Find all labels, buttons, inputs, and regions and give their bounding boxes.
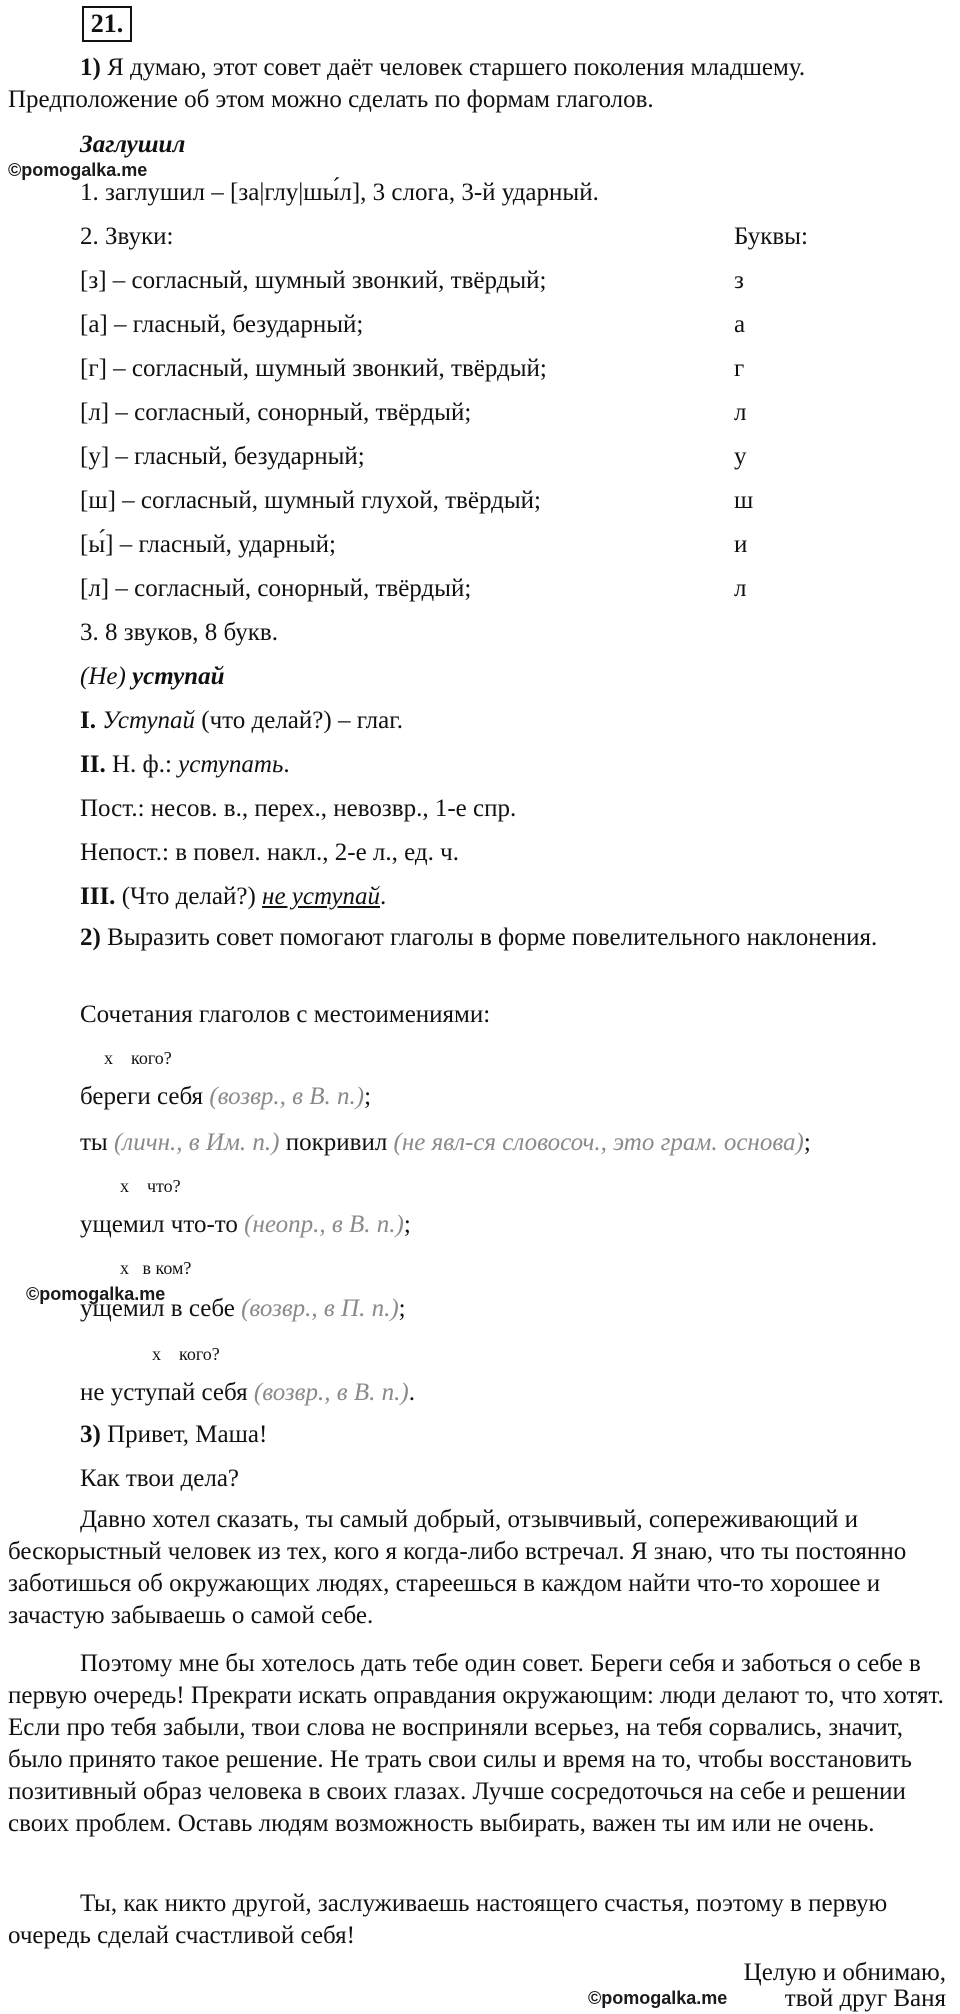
letter-paragraph-2: Поэтому мне бы хотелось дать тебе один совет. Береги себя и заботься о себе в первую очередь! Прекрати искать оправдания окружающим: люди делают то, что хотят. Если про тебя забыли, твои слова не восприняли всерьез, на тебя сорвались, значит, было принято такое решение. Не трать свои силы и время на то, чтобы восстановить позитивный образ человека в своих глазах. Лучше сосредоточься на себе и решении своих проблем. Оставь людям возможность выбирать, важен ты им или не очень. xyxy=(8,1650,944,1837)
combo-2: ты (личн., в Им. п.) покривил (не явл-ся словосоч., это грам. основа); xyxy=(80,1129,811,1156)
sounds-total: 3. 8 звуков, 8 букв. xyxy=(80,619,278,646)
letter-cell: и xyxy=(734,531,748,558)
morph-part-ii: II. Н. ф.: уступать. xyxy=(80,751,290,778)
watermark: ©pomogalka.me xyxy=(8,160,148,180)
morph-part-iii: III. (Что делай?) не уступай. xyxy=(80,883,387,910)
ustupai-heading: (Не) уступай xyxy=(80,663,225,690)
paragraph-2: 2) Выразить совет помогают глаголы в форме повелительного наклонения. xyxy=(80,924,878,951)
syllable-line: 1. заглушил – [за|глу|шы́л], 3 слога, 3-й ударный. xyxy=(80,179,599,206)
letter-paragraph-1: Давно хотел сказать, ты самый добрый, отзывчивый, сопереживающий и бескорыстный человек из тех, кого я когда-либо встречал. Я знаю, что ты постоянно заботишься об окружающих людях, стареешься в каждом найти что-то хорошее и зачастую забываешь о самой себе. xyxy=(8,1506,907,1629)
paragraph-1: 1) Я думаю, этот совет даёт человек старшего поколения младшему. Предположение об этом можно сделать по формам глаголов. xyxy=(8,54,806,113)
letter-cell: ш xyxy=(734,487,754,514)
sound-row: [у] – гласный, безударный; xyxy=(80,443,365,470)
zaglushil-heading: Заглушил xyxy=(80,131,186,158)
sound-row: [л] – согласный, сонорный, твёрдый; xyxy=(80,399,472,426)
constant-features: Пост.: несов. в., перех., невозвр., 1-е спр. xyxy=(80,795,517,822)
combo-4: ущемил в себе (возвр., в П. п.); xyxy=(80,1295,406,1322)
question-mark-2: х что? xyxy=(120,1176,181,1196)
letter-cell: у xyxy=(734,443,747,470)
letter-cell: г xyxy=(734,355,745,382)
signature-line-1: Целую и обнимаю, xyxy=(743,1959,946,1986)
variable-features: Непост.: в повел. накл., 2-е л., ед. ч. xyxy=(80,839,459,866)
combo-3: ущемил что-то (неопр., в В. п.); xyxy=(80,1211,411,1238)
sound-row: [г] – согласный, шумный звонкий, твёрдый; xyxy=(80,355,547,382)
letter-cell: з xyxy=(734,267,744,294)
letter-cell: а xyxy=(734,311,746,338)
signature-line-2: твой друг Ваня xyxy=(784,1985,946,2012)
sound-row: [ы́] – гласный, ударный; xyxy=(80,531,336,558)
letter-cell: л xyxy=(734,399,747,426)
letter-greeting: 3) Привет, Маша! xyxy=(80,1421,268,1448)
question-mark-4: х кого? xyxy=(152,1344,220,1364)
combo-1: береги себя (возвр., в В. п.); xyxy=(80,1083,372,1110)
sounds-label: 2. Звуки: xyxy=(80,223,174,250)
letters-label: Буквы: xyxy=(734,223,808,250)
morph-part-i: I. Уступай (что делай?) – глаг. xyxy=(80,707,403,734)
watermark: ©pomogalka.me xyxy=(588,1988,728,2008)
letter-cell: л xyxy=(734,575,747,602)
watermark: ©pomogalka.me xyxy=(26,1284,166,1304)
letter-question: Как твои дела? xyxy=(80,1465,240,1492)
combo-5: не уступай себя (возвр., в В. п.). xyxy=(80,1379,415,1406)
task-number-box: 21. xyxy=(82,6,132,42)
sound-row: [а] – гласный, безударный; xyxy=(80,311,364,338)
question-mark-1: х кого? xyxy=(104,1048,172,1068)
question-mark-3: х в ком? xyxy=(120,1258,192,1278)
sound-row: [л] – согласный, сонорный, твёрдый; xyxy=(80,575,472,602)
combos-title: Сочетания глаголов с местоимениями: xyxy=(80,1001,491,1028)
sound-row: [з] – согласный, шумный звонкий, твёрдый; xyxy=(80,267,547,294)
sound-row: [ш] – согласный, шумный глухой, твёрдый; xyxy=(80,487,541,514)
letter-paragraph-3: Ты, как никто другой, заслуживаешь настоящего счастья, поэтому в первую очередь сделай счастливой себя! xyxy=(8,1890,888,1949)
